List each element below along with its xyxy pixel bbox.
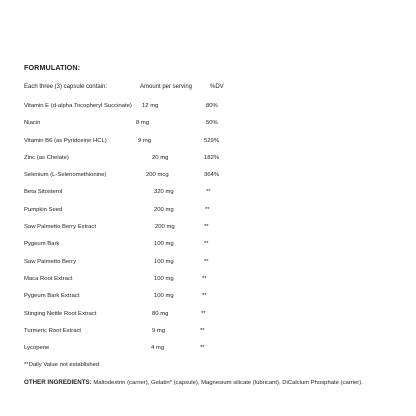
ingredient-amount: 200 mcg [146,172,169,179]
ingredient-row [24,184,404,201]
ingredient-daily-value: ** [206,189,211,196]
ingredient-amount: 20 mg [152,154,169,161]
ingredient-name: Vitamin B6 (as Pyridoxine HCL) [24,137,107,144]
serving-size-label: Each three (3) capsule contain: [24,84,108,90]
ingredient-row [24,323,404,340]
ingredient-amount: 320 mg [154,189,174,196]
column-header-row [24,81,404,94]
ingredient-amount: 80 mg [152,310,169,317]
ingredient-daily-value: 80% [206,103,218,109]
formulation-panel [24,62,404,389]
ingredient-row [24,115,404,132]
ingredient-name: Stinging Nettle Root Extract [24,310,97,317]
ingredient-amount: 9 mg [152,327,166,334]
ingredient-daily-value: ** [205,206,210,213]
ingredient-row [24,167,404,184]
ingredient-amount: 4 mg [151,345,165,352]
daily-value-header: %DV [210,84,224,90]
ingredient-row [24,306,404,323]
ingredient-daily-value: 364% [204,172,220,179]
ingredient-name: Niacin [24,120,41,127]
ingredient-daily-value: 182% [204,154,220,161]
ingredient-daily-value: ** [200,345,205,352]
ingredient-row [24,150,404,167]
ingredient-amount: 12 mg [142,103,159,109]
formulation-heading: FORMULATION: [24,63,81,72]
ingredient-table [24,98,404,357]
ingredient-daily-value: 529% [204,137,220,144]
ingredient-daily-value: ** [204,241,209,248]
ingredient-name: Pygeum Bark [24,241,60,248]
ingredient-row [24,202,404,219]
ingredient-daily-value: ** [202,293,207,300]
ingredient-row [24,98,404,115]
ingredient-name: Lycopene [24,345,50,352]
ingredient-daily-value: ** [201,310,206,317]
ingredient-daily-value: ** [204,224,209,231]
ingredient-name: Pygeum Bark Extract [24,293,80,300]
ingredient-name: Selenium (L-Selenomethionine) [24,172,107,179]
ingredient-name: Pumpkin Seed [24,206,63,213]
ingredient-amount: 100 mg [154,241,174,248]
ingredient-amount: 100 mg [154,293,174,300]
ingredient-amount: 8 mg [136,120,150,127]
ingredient-row [24,254,404,271]
ingredient-row [24,271,404,288]
amount-per-serving-header: Amount per serving [140,84,193,90]
other-ingredients [24,377,404,389]
ingredient-daily-value: 50% [206,120,218,127]
ingredient-amount: 9 mg [138,137,152,144]
ingredient-row [24,133,404,150]
ingredient-name: Saw Palmetto Berry [24,258,77,265]
ingredient-daily-value: ** [202,275,207,282]
ingredient-row [24,219,404,236]
ingredient-amount: 200 mg [155,224,175,231]
ingredient-row [24,236,404,253]
ingredient-name: Saw Palmetto Berry Extract [24,224,97,231]
ingredient-name: Maca Root Extract [24,275,73,282]
ingredient-amount: 100 mg [154,275,174,282]
ingredient-amount: 200 mg [154,206,174,213]
ingredient-row [24,340,404,357]
ingredient-daily-value: ** [200,327,205,334]
ingredient-name: Zinc (as Chelate) [24,154,69,161]
ingredient-name: Beta Sitosterol [24,189,63,196]
ingredient-row [24,288,404,305]
ingredient-name: Vitamin E (d-alpha Tocopheryl Succinate) [24,103,132,109]
ingredient-daily-value: ** [204,258,209,265]
other-ingredients-text: Maltodextrin (carrier), Gelatin* (capsule), Magnesium silicate (lubricant), DiCalcium Phosphate (carrier). [93,380,363,387]
ingredient-name: Turmeric Root Extract [24,327,82,334]
daily-value-footnote: **Daily Value not established [24,362,100,369]
other-ingredients-label: OTHER INGREDIENTS: [24,379,92,387]
ingredient-amount: 100 mg [154,258,174,265]
